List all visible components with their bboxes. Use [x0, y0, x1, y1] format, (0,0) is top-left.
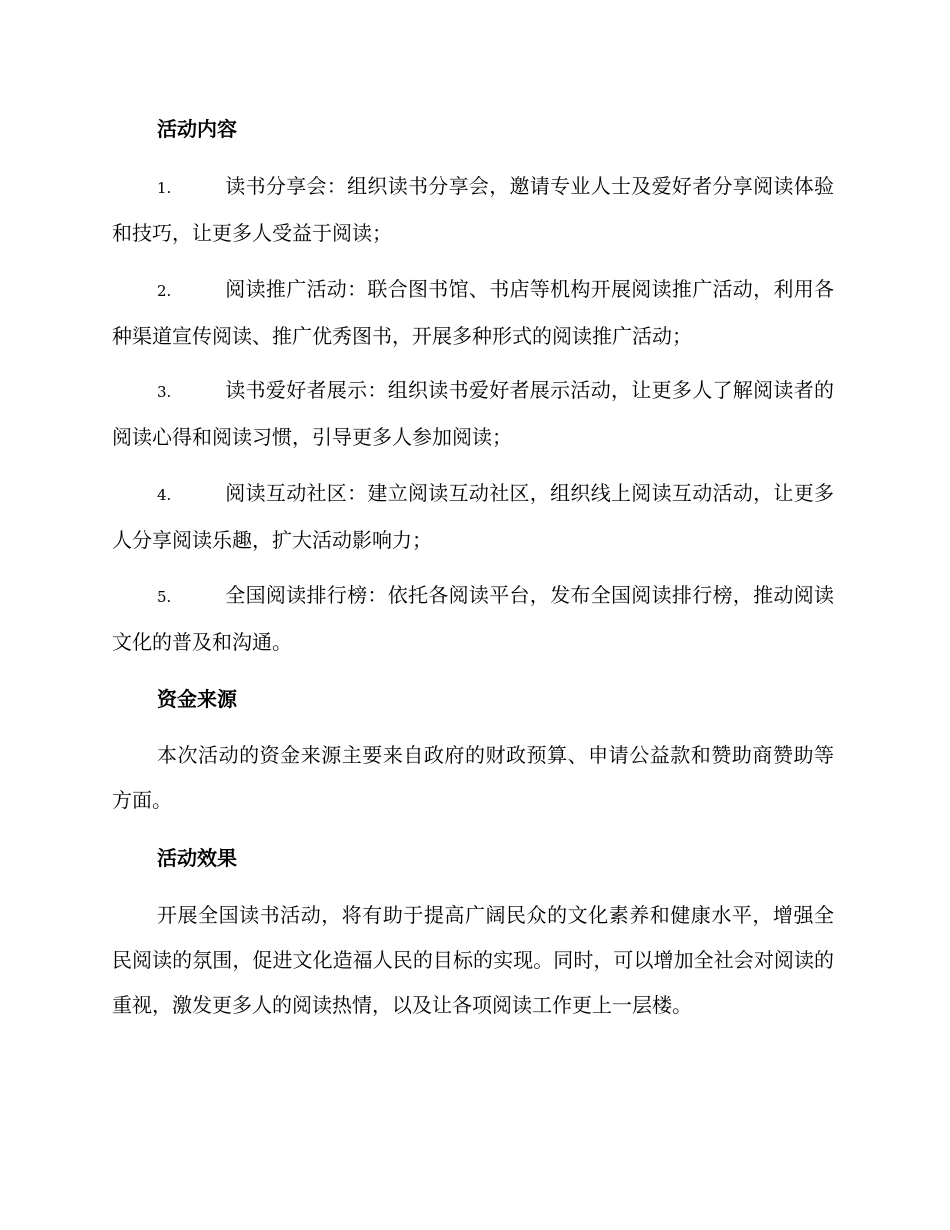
- section-heading-effect: 活动效果: [157, 846, 237, 870]
- section-heading-funding: 资金来源: [157, 687, 237, 711]
- list-item-text: 阅读推广活动：联合图书馆、书店等机构开展阅读推广活动，利用各种渠道宣传阅读、推广优秀图书，开展多种形式的阅读推广活动；: [112, 277, 834, 348]
- list-item-text: 读书爱好者展示：组织读书爱好者展示活动，让更多人了解阅读者的阅读心得和阅读习惯，引导更多人参加阅读；: [112, 378, 834, 449]
- list-item: [112, 164, 834, 256]
- funding-paragraph: 本次活动的资金来源主要来自政府的财政预算、申请公益款和赞助商赞助等方面。: [112, 743, 834, 812]
- list-item: [112, 573, 834, 665]
- list-item: [112, 471, 834, 563]
- effect-paragraph: 开展全国读书活动，将有助于提高广阔民众的文化素养和健康水平，增强全民阅读的氛围，促进文化造福人民的目标的实现。同时，可以增加全社会对阅读的重视，激发更多人的阅读热情，以及让各项阅读工作更上一层楼。: [112, 903, 834, 1017]
- section-heading-activity-content: 活动内容: [157, 117, 237, 141]
- list-item: [112, 368, 834, 460]
- list-item-text: 阅读互动社区：建立阅读互动社区，组织线上阅读互动活动，让更多人分享阅读乐趣，扩大活动影响力；: [112, 481, 834, 552]
- list-item-number: 5.: [157, 588, 172, 606]
- list-item-number: 4.: [157, 486, 172, 504]
- list-item-number: 1.: [157, 179, 172, 197]
- list-item-number: 3.: [157, 383, 172, 401]
- list-item: [112, 267, 834, 359]
- list-item-text: 全国阅读排行榜：依托各阅读平台，发布全国阅读排行榜，推动阅读文化的普及和沟通。: [112, 583, 834, 654]
- list-item-number: 2.: [157, 282, 172, 300]
- list-item-text: 读书分享会：组织读书分享会，邀请专业人士及爱好者分享阅读体验和技巧，让更多人受益于阅读；: [112, 174, 834, 245]
